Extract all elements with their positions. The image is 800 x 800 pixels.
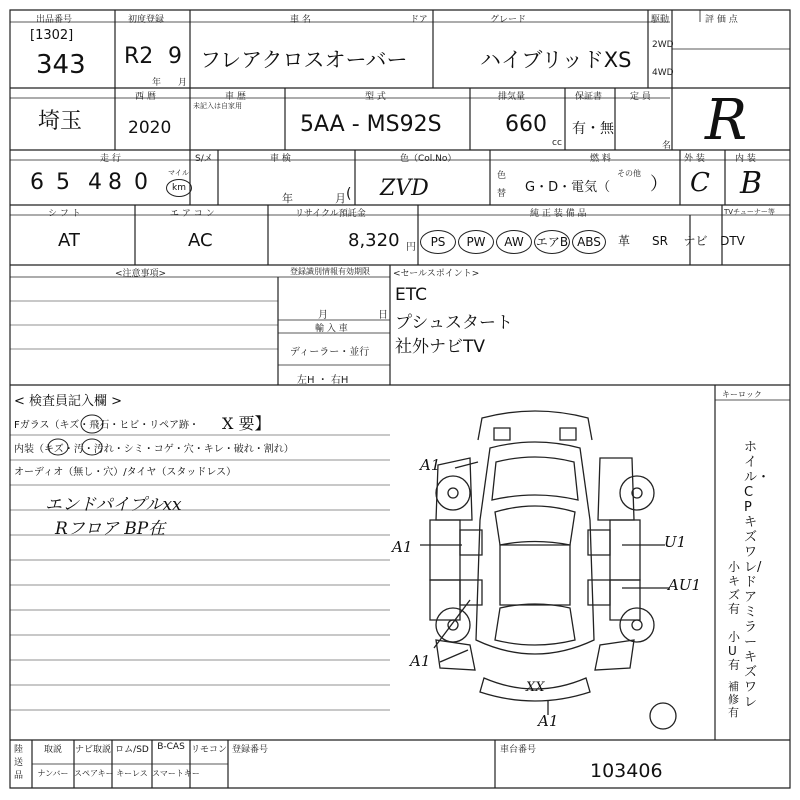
sales-label: <セールスポイント> xyxy=(393,269,480,279)
key-lock-label: キーロック xyxy=(722,390,762,399)
fuel-close: ） xyxy=(650,174,668,195)
west-value: 2020 xyxy=(128,118,172,138)
mark-u1-right: U1 xyxy=(664,533,687,551)
fuel-label: 燃 料 xyxy=(590,154,611,164)
import-label: 輸 入 車 xyxy=(315,324,348,334)
equipment-item: ナビ xyxy=(683,234,708,248)
inspector-line1: Fガラス（キズ・飛石・ヒビ・リペア跡・ xyxy=(14,420,200,431)
right-note-1: ホイル・CPキズワレ/ドアミラーキズワレ xyxy=(744,440,771,710)
equipment-item: ABS xyxy=(572,230,606,254)
score-value: R xyxy=(705,88,748,153)
recycle-value: 8,320 xyxy=(348,230,400,251)
footer-item-top: ナビ取説 xyxy=(74,745,111,755)
footer-item-top: B-CAS xyxy=(157,742,185,752)
shift-value: AT xyxy=(58,230,80,251)
color-change-1: 色 xyxy=(497,171,507,181)
score-label: 評 価 点 xyxy=(705,15,738,25)
shift-label: シ フ ト xyxy=(48,209,81,219)
reg-label: 登録識別情報有効期限 xyxy=(290,267,370,276)
lot-label: 出品番号 xyxy=(36,15,73,25)
recycle-label: リサイクル預託金 xyxy=(295,209,366,219)
reg-month: 月 xyxy=(318,310,328,321)
reg-number-label: 登録番号 xyxy=(232,745,269,755)
mileage-digit: 6 xyxy=(30,170,44,195)
inspector-line1-mark: X 要】 xyxy=(222,414,271,433)
tv-label: TVチューナー等 xyxy=(724,208,775,216)
inspector-line3: オーディオ（無し・穴）/タイヤ（スタッドレス） xyxy=(14,467,237,478)
right-note-2: 小キズ有 xyxy=(728,560,741,616)
footer-item-top: ロム/SD xyxy=(115,745,149,755)
equipment-label: 純 正 装 備 品 xyxy=(530,209,587,219)
exterior-value: C xyxy=(690,168,710,198)
warranty-label: 保証書 xyxy=(575,92,603,102)
footer-item-top: リモコン xyxy=(190,745,227,755)
footer-item-bottom: キーレス xyxy=(116,769,148,778)
footer-item-bottom: ナンバー xyxy=(37,769,69,778)
fuel-other: その他 xyxy=(617,169,641,178)
equipment-item: SR xyxy=(652,234,668,248)
footer-item-top: 取説 xyxy=(43,745,62,755)
meter-label: S/メ xyxy=(195,154,213,164)
inspection-year: 年 xyxy=(282,192,293,205)
ac-value: AC xyxy=(188,230,213,251)
mark-a1-rear: A1 xyxy=(538,712,559,730)
yen-unit: 円 xyxy=(406,242,416,253)
equipment-item: 革 xyxy=(617,234,630,248)
interior-value: B xyxy=(740,166,763,201)
handle-option: 左H ・ 右H xyxy=(297,375,349,386)
mileage-label: 走 行 xyxy=(100,154,121,164)
equipment-item: PW xyxy=(458,230,494,254)
color-value: ZVD xyxy=(380,176,429,201)
color-label: 色（Col.No） xyxy=(400,154,457,164)
mark-a1-front: A1 xyxy=(420,456,441,474)
capacity-label: 定 員 xyxy=(630,92,651,102)
door-label: ドア xyxy=(410,15,428,25)
inspector-line2: 内装（キズ・汚・汚れ・シミ・コゲ・穴・キレ・破れ・割れ） xyxy=(14,444,294,455)
lot-number: 343 xyxy=(36,50,86,80)
drive-4wd: 4WD xyxy=(652,68,674,78)
fuel-value: G・D・電気（ xyxy=(525,180,611,195)
equipment-item: エアB xyxy=(534,230,570,254)
warranty-value: 有・無 xyxy=(572,121,614,137)
inspector-hand-1: エンドパイプルxx xyxy=(45,495,182,515)
mark-au1-right: AU1 xyxy=(668,576,702,594)
ac-label: エ ア コ ン xyxy=(170,209,215,219)
mileage-digit: 5 xyxy=(56,170,70,195)
sales-point-2: プシュスタート xyxy=(395,313,513,333)
west-label: 西 暦 xyxy=(135,92,156,102)
interior-label: 内 装 xyxy=(735,154,756,164)
model-value: 5AA - MS92S xyxy=(300,112,442,137)
displacement-value: 660 xyxy=(505,112,547,137)
history-label: 車 歴 xyxy=(225,92,246,102)
mileage-digit: 4 xyxy=(88,170,102,195)
displacement-label: 排気量 xyxy=(498,92,526,102)
model-label: 型 式 xyxy=(365,92,386,102)
cc-unit: cc xyxy=(552,138,562,148)
equipment-item: PS xyxy=(420,230,456,254)
reg-day: 日 xyxy=(378,310,388,321)
sales-point-1: ETC xyxy=(395,285,427,305)
grade-label: グレード xyxy=(490,15,527,25)
capacity-unit: 名 xyxy=(662,141,672,151)
drive-2wd: 2WD xyxy=(652,40,674,50)
inspector-title: < 検査員記入欄 > xyxy=(14,394,123,409)
lot-code: [1302] xyxy=(30,28,74,43)
chassis-label: 車台番号 xyxy=(500,745,537,755)
color-change-2: 替 xyxy=(497,189,507,199)
drive-label: 駆動 xyxy=(651,15,670,25)
dealer-option: ディーラー・並行 xyxy=(290,347,370,358)
exterior-label: 外 装 xyxy=(684,154,705,164)
inspection-month: 月 xyxy=(335,192,346,205)
mark-a1-rear-left: A1 xyxy=(410,652,431,670)
mileage-digit: 8 xyxy=(108,170,122,195)
year-unit: 年 xyxy=(152,78,162,88)
km-circle: km xyxy=(166,179,192,197)
mileage-unit-top: マイル xyxy=(168,169,189,177)
mark-xx-bumper: XX xyxy=(526,680,545,695)
inspector-hand-2: Rフロア BP在 xyxy=(55,519,166,539)
grade-value: ハイブリッドXS xyxy=(480,48,632,72)
first-reg-label: 初度登録 xyxy=(128,15,165,25)
sales-point-3: 社外ナビTV xyxy=(395,337,486,357)
first-reg-month: 9 xyxy=(168,44,182,69)
history-note: 未記入は自家用 xyxy=(193,102,242,110)
footer-item-bottom: スマートキー xyxy=(152,769,200,778)
region: 埼玉 xyxy=(38,109,83,134)
transport-label: 陸送品 xyxy=(14,745,24,781)
chassis-value: 103406 xyxy=(590,760,663,782)
mileage-digit: 0 xyxy=(134,170,148,195)
month-unit: 月 xyxy=(178,78,188,88)
right-note-3: 小U有 xyxy=(728,630,741,672)
mark-a1-left: A1 xyxy=(392,538,413,556)
footer-item-bottom: スペアキー xyxy=(74,769,114,778)
equipment-item: DTV xyxy=(720,234,745,248)
right-note-4: 補修有 xyxy=(728,680,739,719)
first-reg-year: R2 xyxy=(124,44,154,69)
inspection-label: 車 検 xyxy=(270,154,291,164)
caution-label: <注意事項> xyxy=(115,269,167,279)
car-name-label: 車 名 xyxy=(290,15,311,25)
equipment-item: AW xyxy=(496,230,532,254)
car-name: フレアクロスオーバー xyxy=(200,48,408,72)
